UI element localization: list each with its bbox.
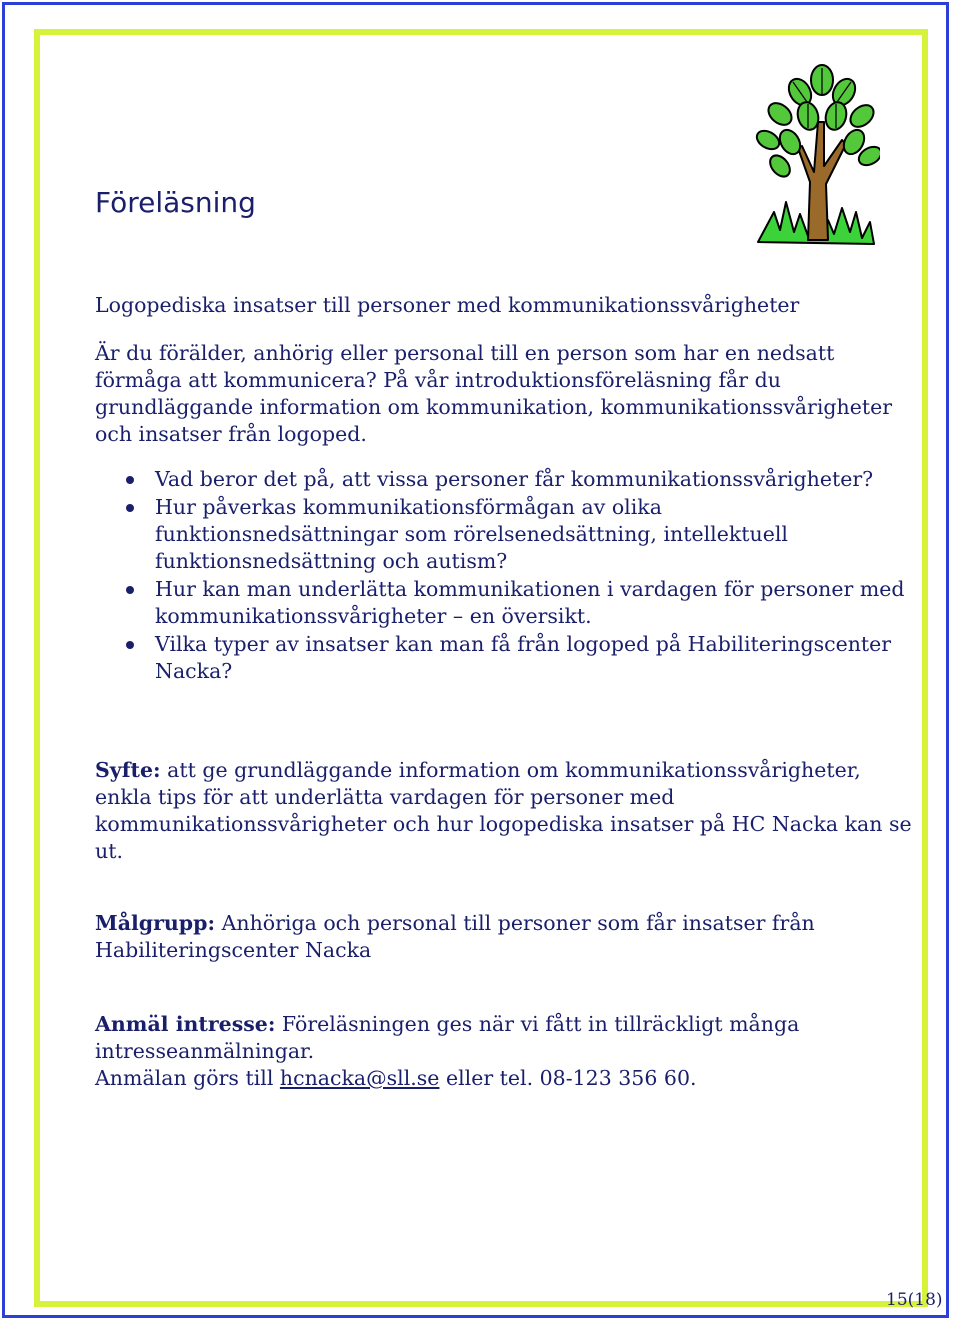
list-item: Hur kan man underlätta kommunikationen i vardagen för personer med kommunikationssvårigheter – en översikt. — [95, 576, 925, 630]
intro-paragraph: Är du förälder, anhörig eller personal till en person som har en nedsatt förmåga att kommunicera? På vår introduktionsföreläsning får du grundläggande information om kommunikation, kommunikationssvårigheter och insatser från logoped. — [95, 341, 893, 446]
malgrupp-text: Anhöriga och personal till personer som får insatser från Habiliteringscenter Nacka — [95, 911, 815, 962]
bullet-icon — [126, 586, 134, 594]
syfte-text: att ge grundläggande information om kommunikationssvårigheter, enkla tips för att underlätta vardagen för personer med kommunikationssvårigheter och hur logopediska insatser på HC Nacka kan se ut. — [95, 758, 912, 863]
malgrupp-paragraph — [95, 910, 925, 964]
question-list — [95, 466, 925, 686]
list-item: Hur påverkas kommunikationsförmågan av olika funktionsnedsättningar som rörelsenedsättning, intellektuell funktionsnedsättning och autism? — [95, 494, 925, 575]
contact-line: Anmälan görs till hcnacka@sll.se eller tel. 08-123 356 60. — [95, 1066, 697, 1090]
anmal-label: Anmäl intresse: — [95, 1012, 276, 1036]
page-number: 15(18) — [886, 1290, 943, 1310]
anmal-text: Föreläsningen ges när vi fått in tillräckligt många intresseanmälningar. — [95, 1012, 800, 1063]
malgrupp-label: Målgrupp: — [95, 911, 216, 935]
bullet-icon — [126, 641, 134, 649]
lecture-subtitle: Logopediska insatser till personer med kommunikationssvårigheter — [95, 293, 800, 317]
list-item: Vad beror det på, att vissa personer får kommunikationssvårigheter? — [95, 466, 925, 493]
syfte-label: Syfte: — [95, 758, 161, 782]
page-title: Föreläsning — [95, 186, 256, 219]
anmal-paragraph — [95, 1011, 925, 1065]
tree-icon — [750, 62, 880, 250]
syfte-paragraph — [95, 757, 925, 865]
bullet-icon — [126, 504, 134, 512]
bullet-icon — [126, 476, 134, 484]
list-item: Vilka typer av insatser kan man få från logoped på Habiliteringscenter Nacka? — [95, 631, 925, 685]
email-link[interactable]: hcnacka@sll.se — [279, 1066, 440, 1090]
